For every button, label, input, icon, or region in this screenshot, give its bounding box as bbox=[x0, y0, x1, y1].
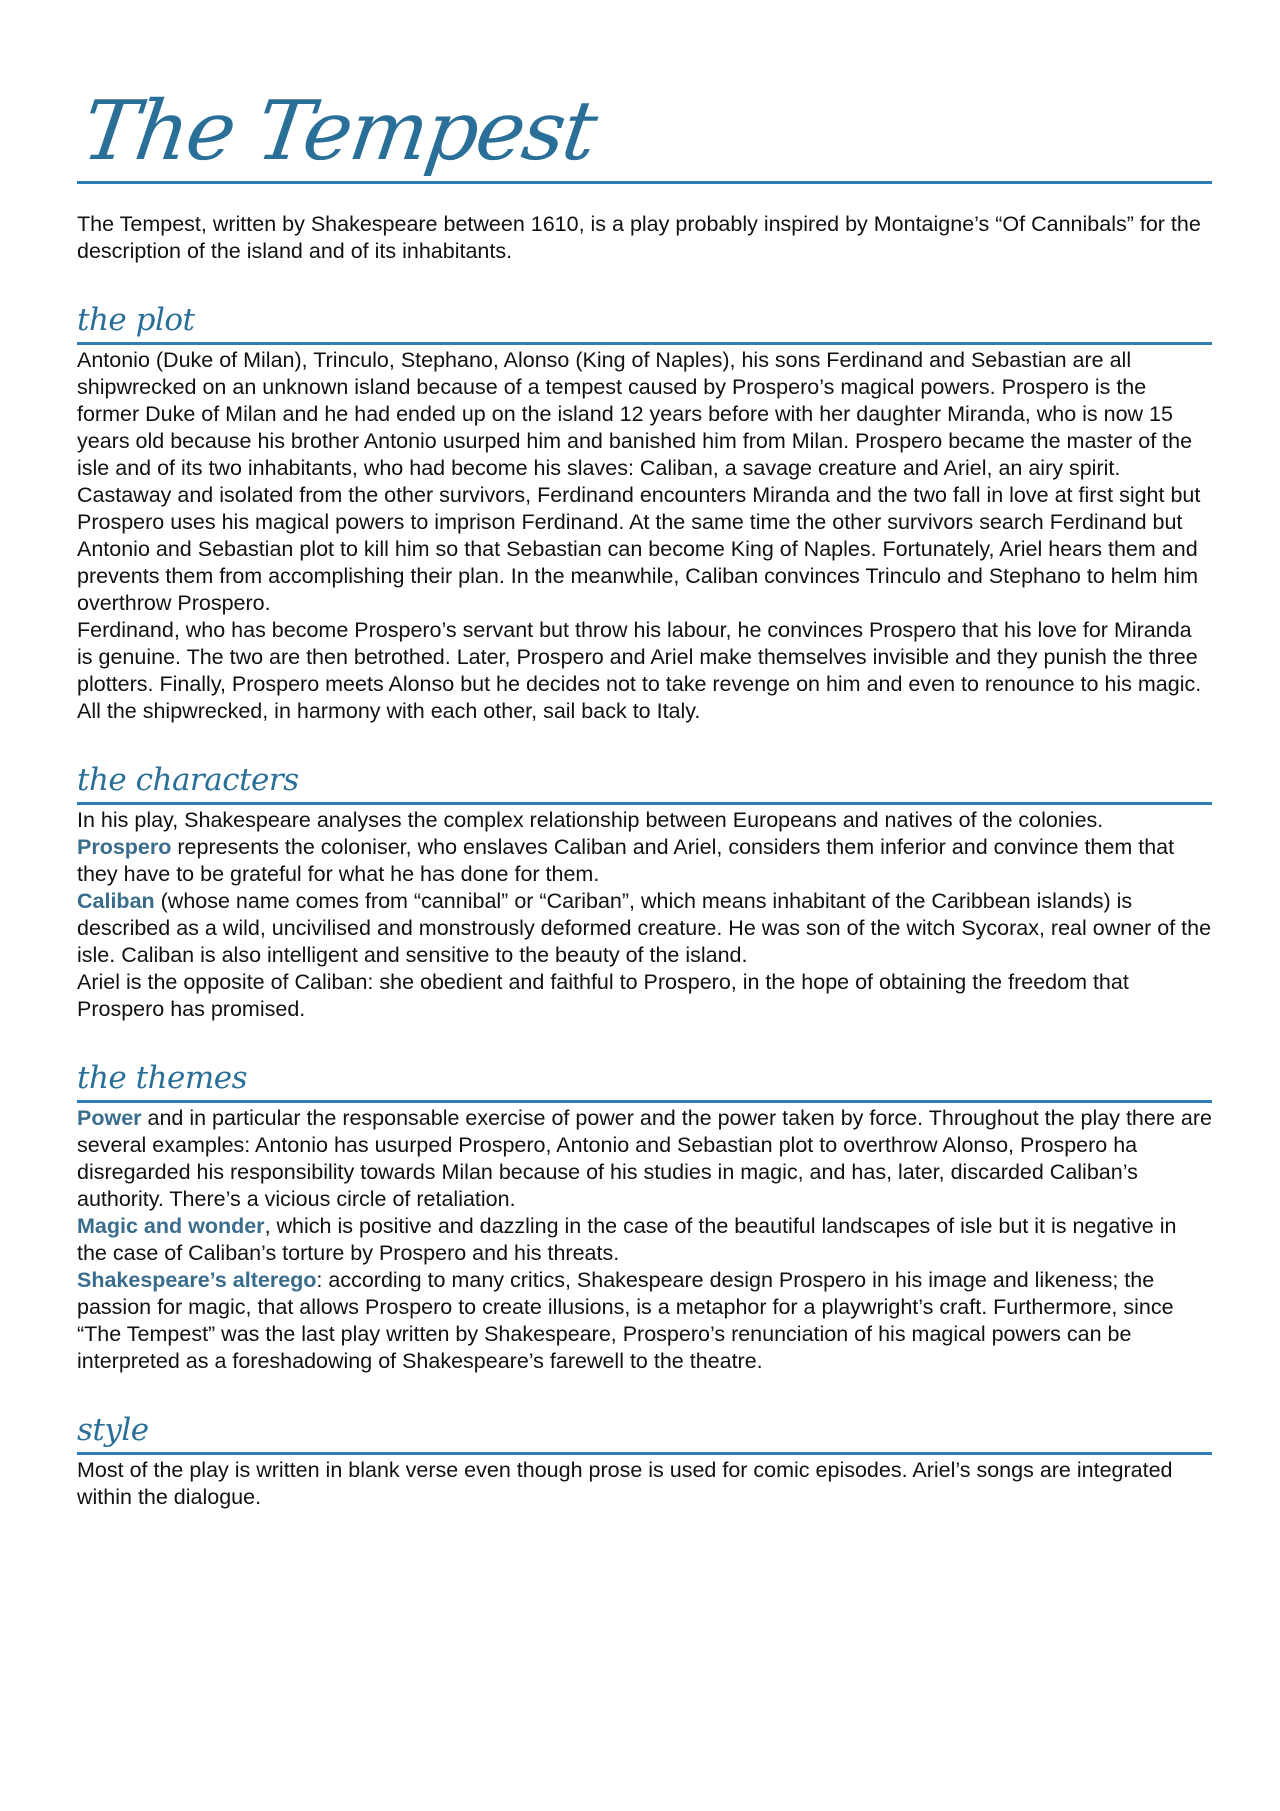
characters-heading: the characters bbox=[77, 762, 299, 798]
plot-divider bbox=[77, 342, 1212, 345]
prospero-text: represents the coloniser, who enslaves Caliban and Ariel, considers them inferior and convince them that they have to be grateful for what he has done for them. bbox=[77, 835, 1175, 886]
power-paragraph bbox=[77, 1105, 1212, 1213]
magic-text: , which is positive and dazzling in the case of the beautiful landscapes of isle but it is negative in the case of Caliban’s torture by Prospero and his threats. bbox=[77, 1214, 1177, 1265]
characters-intro: In his play, Shakespeare analyses the complex relationship between Europeans and natives of the colonies. bbox=[77, 808, 1104, 832]
title-divider bbox=[77, 181, 1212, 184]
alterego-text: : according to many critics, Shakespeare design Prospero in his image and likeness; the passion for magic, that allows Prospero to create illusions, is a metaphor for a playwright’s craft. Furthermore, since “The Tempest” was the last play written by Shakespeare, Prospero’s renunciation of his magical powers can be interpreted as a foreshadowing of Shakespeare’s farewell to the theatre. bbox=[77, 1268, 1174, 1373]
plot-paragraph: Ferdinand, who has become Prospero’s servant but throw his labour, he convinces Prospero that his love for Miranda is genuine. The two are then betrothed. Later, Prospero and Ariel make themselves invisible and they punish the three plotters. Finally, Prospero meets Alonso but he decides not to take revenge on him and even to renounce to his magic. All the shipwrecked, in harmony with each other, sail back to Italy. bbox=[77, 618, 1202, 723]
alterego-keyword: Shakespeare’s alterego bbox=[77, 1268, 317, 1292]
magic-keyword: Magic and wonder bbox=[77, 1214, 265, 1238]
characters-body bbox=[77, 807, 1212, 1023]
caliban-text: (whose name comes from “cannibal” or “Cariban”, which means inhabitant of the Caribbean islands) is described as a wild, uncivilised and monstrously deformed creature. He was son of the witch Sycorax, real owner of the isle. Caliban is also intelligent and sensitive to the beauty of the island. bbox=[77, 889, 1212, 967]
caliban-keyword: Caliban bbox=[77, 889, 155, 913]
themes-heading: the themes bbox=[77, 1060, 248, 1096]
plot-paragraph: Antonio (Duke of Milan), Trinculo, Stephano, Alonso (King of Naples), his sons Ferdinand and Sebastian are all shipwrecked on an unknown island because of a tempest caused by Prospero’s magical powers. Prospero is the former Duke of Milan and he had ended up on the island 12 years before with her daughter Miranda, who is now 15 years old because his brother Antonio usurped him and banished him from Milan. Prospero became the master of the isle and of its two inhabitants, who had become his slaves: Caliban, a savage creature and Ariel, an airy spirit. bbox=[77, 348, 1193, 480]
themes-body bbox=[77, 1105, 1212, 1375]
page-title: The Tempest bbox=[76, 84, 601, 179]
power-keyword: Power bbox=[77, 1106, 142, 1130]
document-page bbox=[77, 0, 1212, 1511]
style-divider bbox=[77, 1452, 1212, 1455]
themes-section bbox=[77, 1059, 1212, 1375]
magic-paragraph bbox=[77, 1213, 1212, 1267]
style-heading: style bbox=[77, 1412, 149, 1448]
caliban-paragraph bbox=[77, 888, 1212, 969]
plot-section bbox=[77, 301, 1212, 725]
ariel-paragraph: Ariel is the opposite of Caliban: she obedient and faithful to Prospero, in the hope of obtaining the freedom that Prospero has promised. bbox=[77, 970, 1129, 1021]
style-paragraph: Most of the play is written in blank verse even though prose is used for comic episodes. Ariel’s songs are integrated within the dialogue. bbox=[77, 1458, 1173, 1509]
plot-heading: the plot bbox=[77, 302, 195, 338]
style-body bbox=[77, 1457, 1212, 1511]
power-text: and in particular the responsable exercise of power and the power taken by force. Throughout the play there are several examples: Antonio has usurped Prospero, Antonio and Sebastian plot to overthrow Alonso, Prospero ha disregarded his responsibility towards Milan because of his studies in magic, and has, later, discarded Caliban’s authority. There’s a vicious circle of retaliation. bbox=[77, 1106, 1213, 1211]
plot-paragraph: Castaway and isolated from the other survivors, Ferdinand encounters Miranda and the two fall in love at first sight but Prospero uses his magical powers to imprison Ferdinand. At the same time the other survivors search Ferdinand but Antonio and Sebastian plot to kill him so that Sebastian can become King of Naples. Fortunately, Ariel hears them and prevents them from accomplishing their plan. In the meanwhile, Caliban convinces Trinculo and Stephano to helm him overthrow Prospero. bbox=[77, 483, 1201, 615]
plot-body bbox=[77, 347, 1212, 725]
alterego-paragraph bbox=[77, 1267, 1212, 1375]
prospero-keyword: Prospero bbox=[77, 835, 172, 859]
prospero-paragraph bbox=[77, 834, 1212, 888]
themes-divider bbox=[77, 1100, 1212, 1103]
characters-section bbox=[77, 761, 1212, 1023]
style-section bbox=[77, 1411, 1212, 1511]
intro-paragraph: The Tempest, written by Shakespeare between 1610, is a play probably inspired by Montaigne’s “Of Cannibals” for the description of the island and of its inhabitants. bbox=[77, 212, 1201, 263]
characters-divider bbox=[77, 802, 1212, 805]
